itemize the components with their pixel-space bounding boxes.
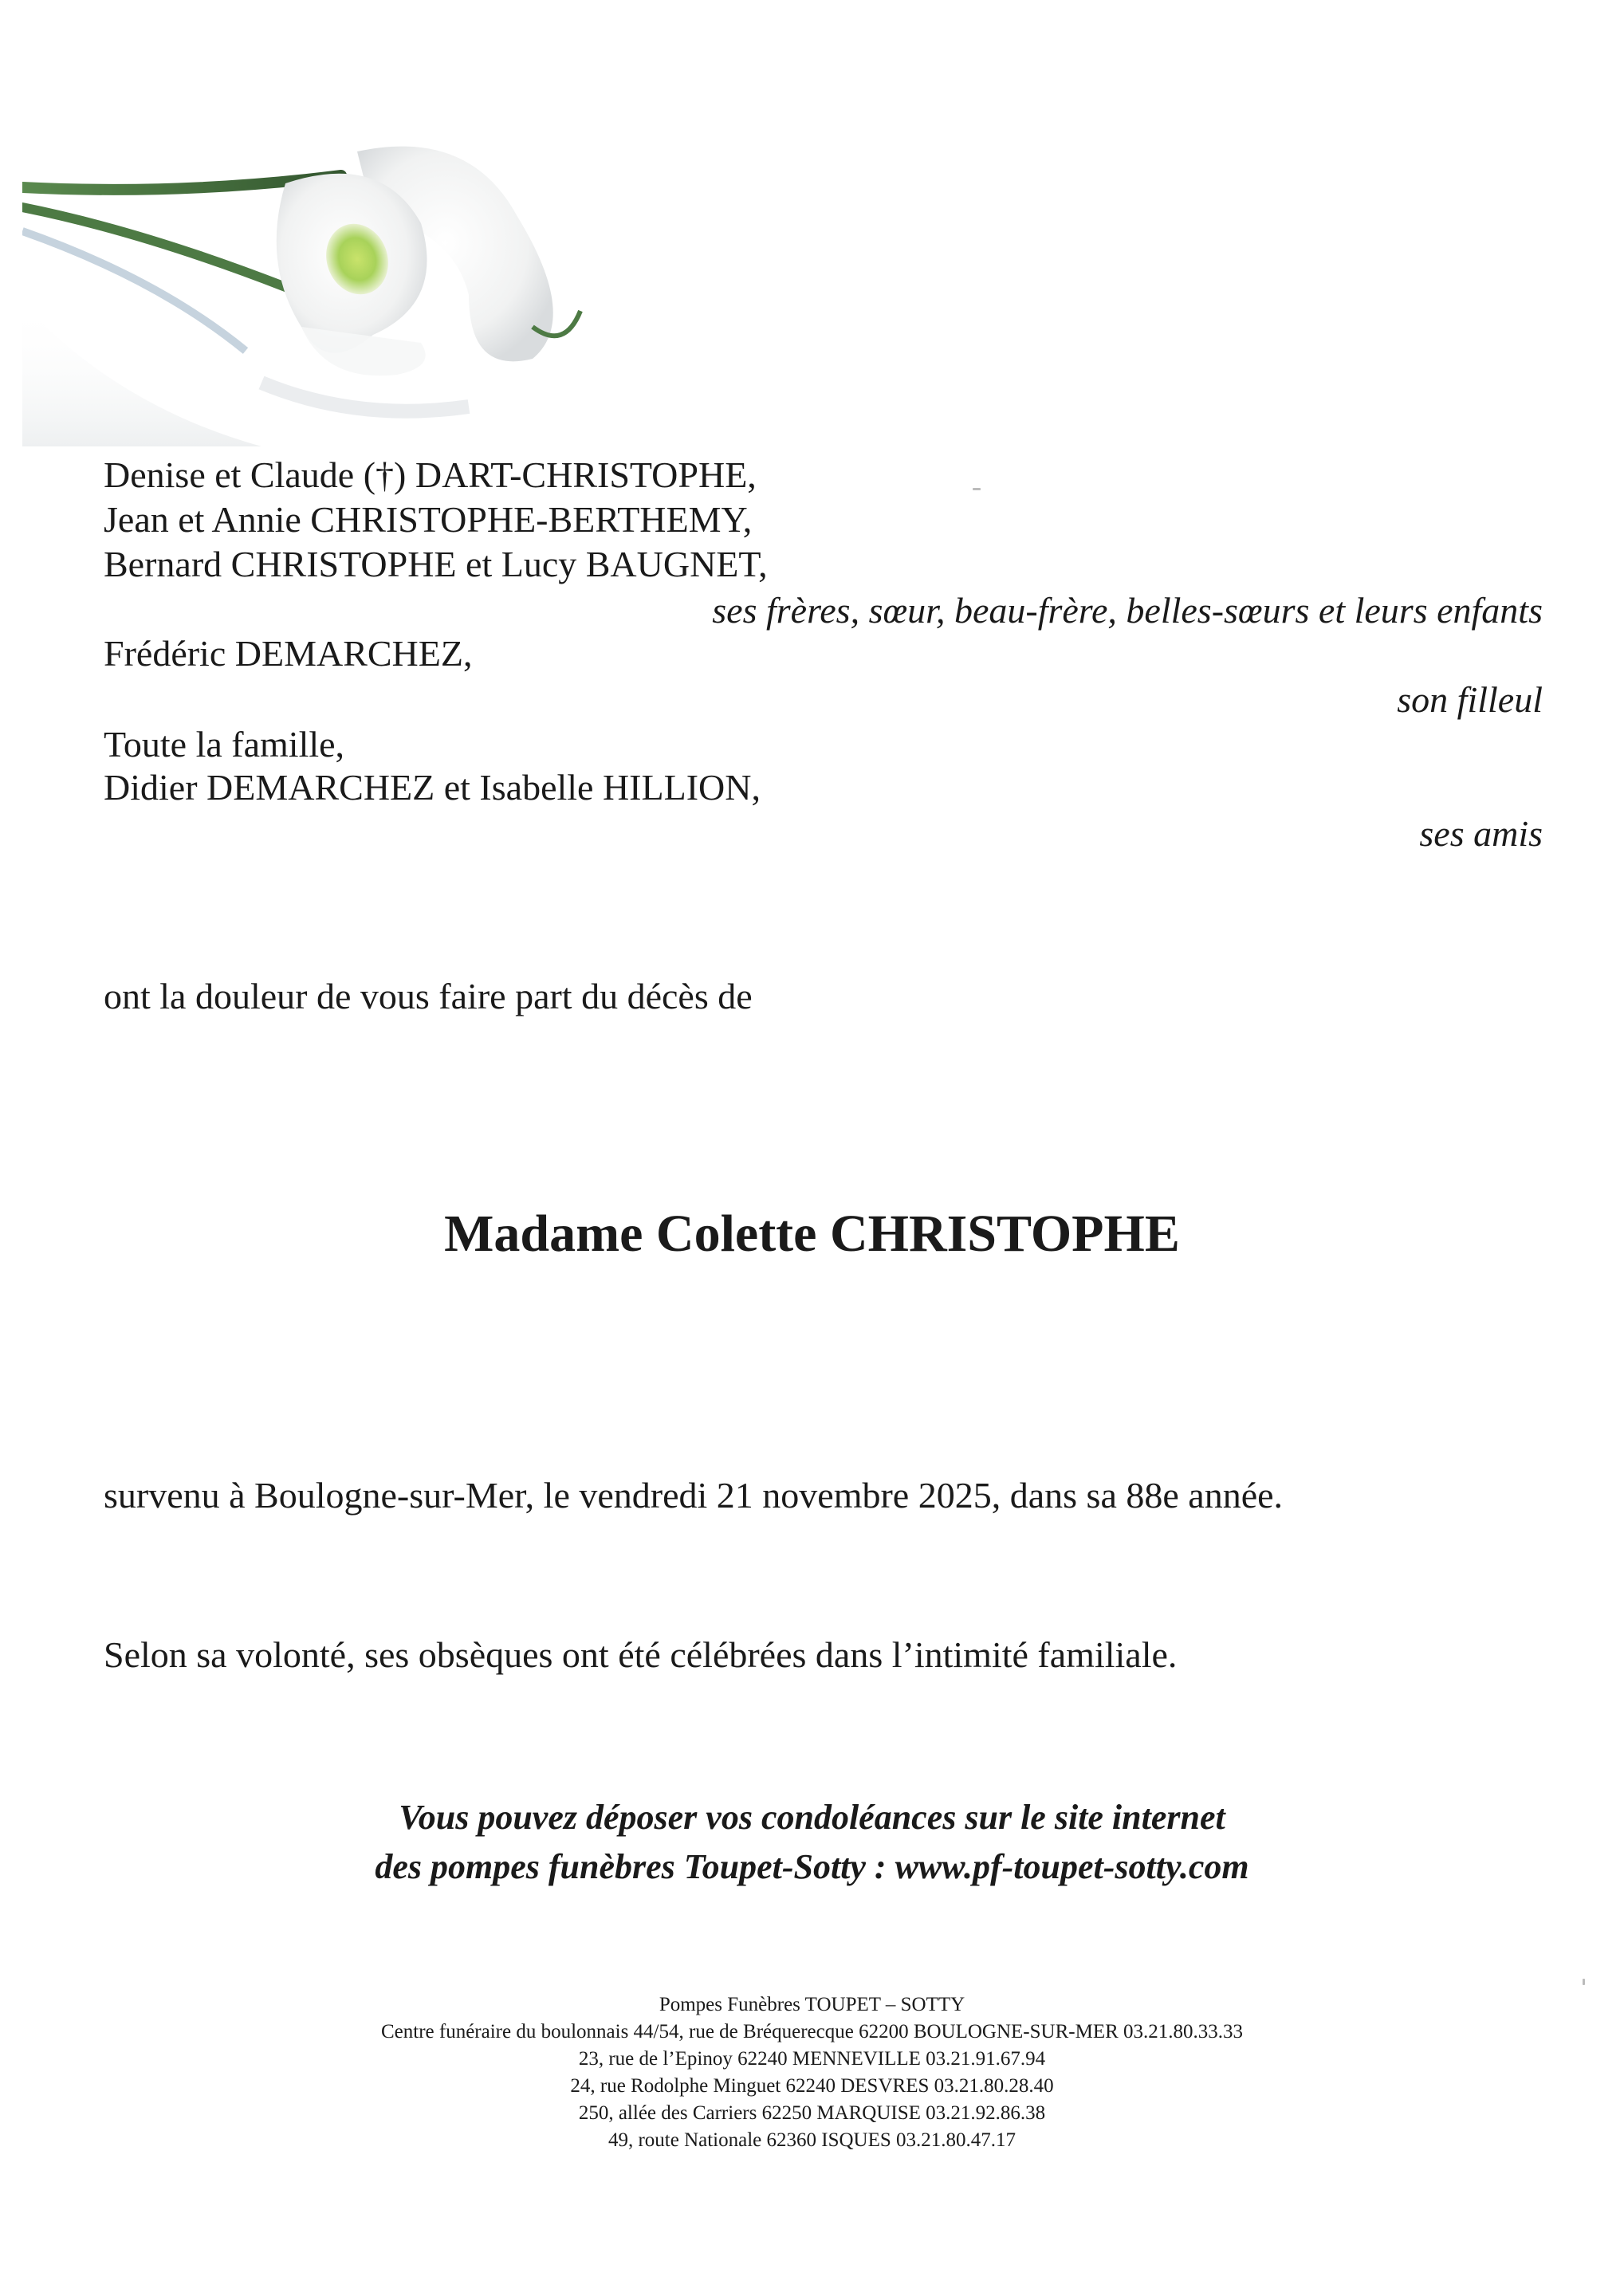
footer-company: Pompes Funèbres TOUPET – SOTTY [659,1994,965,2015]
calla-lily-image [22,120,612,446]
footer-address-4: 250, allée des Carriers 62250 MARQUISE 03.21.92.86.38 [578,2102,1046,2124]
condolences-line-2: des pompes funèbres Toupet-Sotty : www.pf-toupet-sotty.com [375,1847,1249,1886]
funeral-note: Selon sa volonté, ses obsèques ont été célébrées dans l’intimité familiale. [104,1634,1178,1675]
footer-address-2: 23, rue de l’Epinoy 62240 MENNEVILLE 03.21.91.67.94 [578,2048,1046,2070]
family-line-1: Denise et Claude (†) DART-CHRISTOPHE, [104,454,757,495]
family-line-4: Frédéric DEMARCHEZ, [104,633,473,674]
death-details: survenu à Boulogne-sur-Mer, le vendredi 21 novembre 2025, dans sa 88e année. [104,1475,1284,1516]
deceased-name: Madame Colette CHRISTOPHE [444,1205,1180,1263]
relation-godson: son filleul [1397,679,1543,720]
footer-address-1: Centre funéraire du boulonnais 44/54, rue de Bréquerecque 62200 BOULOGNE-SUR-MER 03.21.80.33.33 [380,2021,1244,2042]
scan-speck [1583,1979,1585,1985]
announcement-text: ont la douleur de vous faire part du décès de [104,976,753,1016]
condolences-line-1: Vous pouvez déposer vos condoléances sur le site internet [399,1798,1225,1837]
relation-friends: ses amis [1419,813,1543,854]
footer-address-5: 49, route Nationale 62360 ISQUES 03.21.80.47.17 [608,2129,1016,2151]
family-line-5: Toute la famille, [104,724,345,765]
family-line-2: Jean et Annie CHRISTOPHE-BERTHEMY, [104,499,753,540]
scan-speck [973,488,981,490]
family-line-3: Bernard CHRISTOPHE et Lucy BAUGNET, [104,544,768,584]
relation-siblings: ses frères, sœur, beau-frère, belles-sœurs et leurs enfants [712,590,1543,631]
footer-address-3: 24, rue Rodolphe Minguet 62240 DESVRES 03.21.80.28.40 [570,2075,1054,2097]
family-line-6: Didier DEMARCHEZ et Isabelle HILLION, [104,767,761,808]
